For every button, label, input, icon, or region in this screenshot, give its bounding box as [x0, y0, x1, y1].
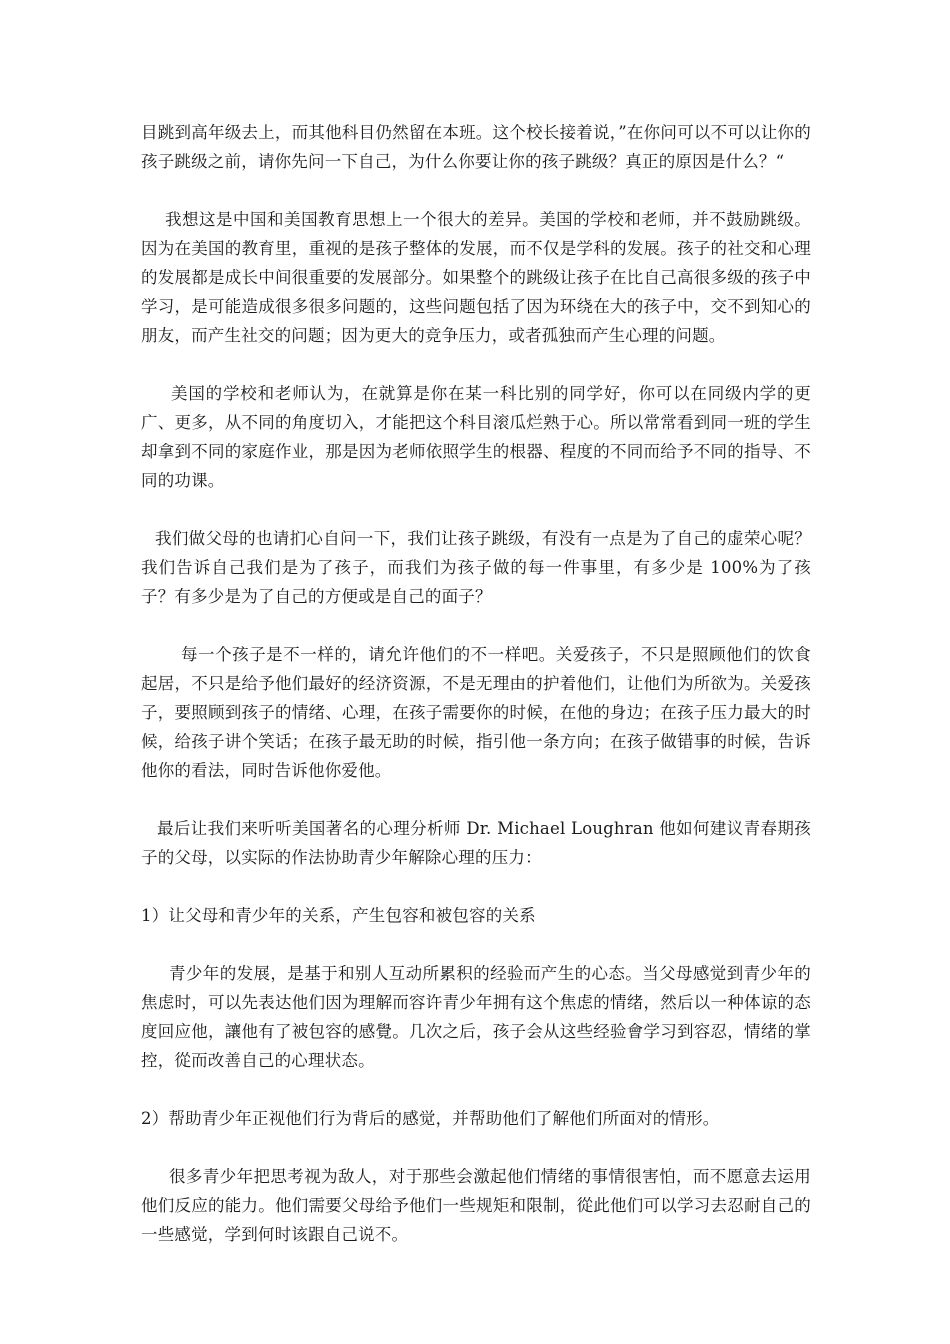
list-item-2-heading: 2）帮助青少年正视他们行为背后的感觉，并帮助他们了解他们所面对的情形。 [141, 1109, 720, 1128]
paragraph-1: 目跳到高年级去上，而其他科目仍然留在本班。这个校长接着说，”在你问可以不可以让你的孩子跳级之前，请你先问一下自己，为什么你要让你的孩子跳级？真正的原因是什么？“ [141, 123, 811, 171]
list-item-1-heading: 1）让父母和青少年的关系，产生包容和被包容的关系 [141, 906, 536, 925]
paragraph-4: 我们做父母的也请扪心自问一下，我们让孩子跳级，有没有一点是为了自己的虚荣心呢？我们告诉自己我们是为了孩子，而我们为孩子做的每一件事里，有多少是 100%为了孩子？有多少是为了自己的方便或是自己的面子？ [141, 529, 811, 606]
paragraph-2: 我想这是中国和美国教育思想上一个很大的差异。美国的学校和老师，并不鼓励跳级。因为在美国的教育里，重视的是孩子整体的发展，而不仅是学科的发展。孩子的社交和心理的发展都是成长中间很重要的发展部分。如果整个的跳级让孩子在比自己高很多级的孩子中学习，是可能造成很多很多问题的，这些问题包括了因为环绕在大的孩子中，交不到知心的朋友，而产生社交的问题；因为更大的竞争压力，或者孤独而产生心理的问题。 [141, 210, 811, 345]
paragraph-6: 最后让我们来听听美国著名的心理分析师 Dr. Michael Loughran 他如何建议青春期孩子的父母，以实际的作法协助青少年解除心理的压力： [141, 819, 811, 867]
paragraph-5: 每一个孩子是不一样的，请允许他们的不一样吧。关爱孩子，不只是照顾他们的饮食起居，不只是给予他们最好的经济资源，不是无理由的护着他们，让他们为所欲为。关爱孩子，要照顾到孩子的情绪、心理，在孩子需要你的时候，在他的身边；在孩子压力最大的时候，给孩子讲个笑话；在孩子最无助的时候，指引他一条方向；在孩子做错事的时候，告诉他你的看法，同时告诉他你爱他。 [141, 645, 811, 780]
paragraph-3: 美国的学校和老师认为，在就算是你在某一科比别的同学好，你可以在同级内学的更广、更多，从不同的角度切入，才能把这个科目滚瓜烂熟于心。所以常常看到同一班的学生却拿到不同的家庭作业，那是因为老师依照学生的根器、程度的不同而给予不同的指导、不同的功课。 [141, 384, 811, 490]
paragraph-8: 很多青少年把思考视为敌人，对于那些会激起他们情绪的事情很害怕，而不愿意去运用他们反应的能力。他们需要父母给予他们一些规矩和限制，從此他们可以学习去忍耐自己的一些感觉，学到何时该跟自己说不。 [141, 1167, 811, 1244]
paragraph-7: 青少年的发展，是基于和别人互动所累积的经验而产生的心态。当父母感觉到青少年的焦虑时，可以先表达他们因为理解而容许青少年拥有这个焦虑的情绪，然后以一种体谅的态度回应他，讓他有了被包容的感覺。几次之后，孩子会从这些经验會学习到容忍，情绪的掌控，從而改善自己的心理状态。 [141, 964, 811, 1070]
document-body [141, 118, 811, 1249]
